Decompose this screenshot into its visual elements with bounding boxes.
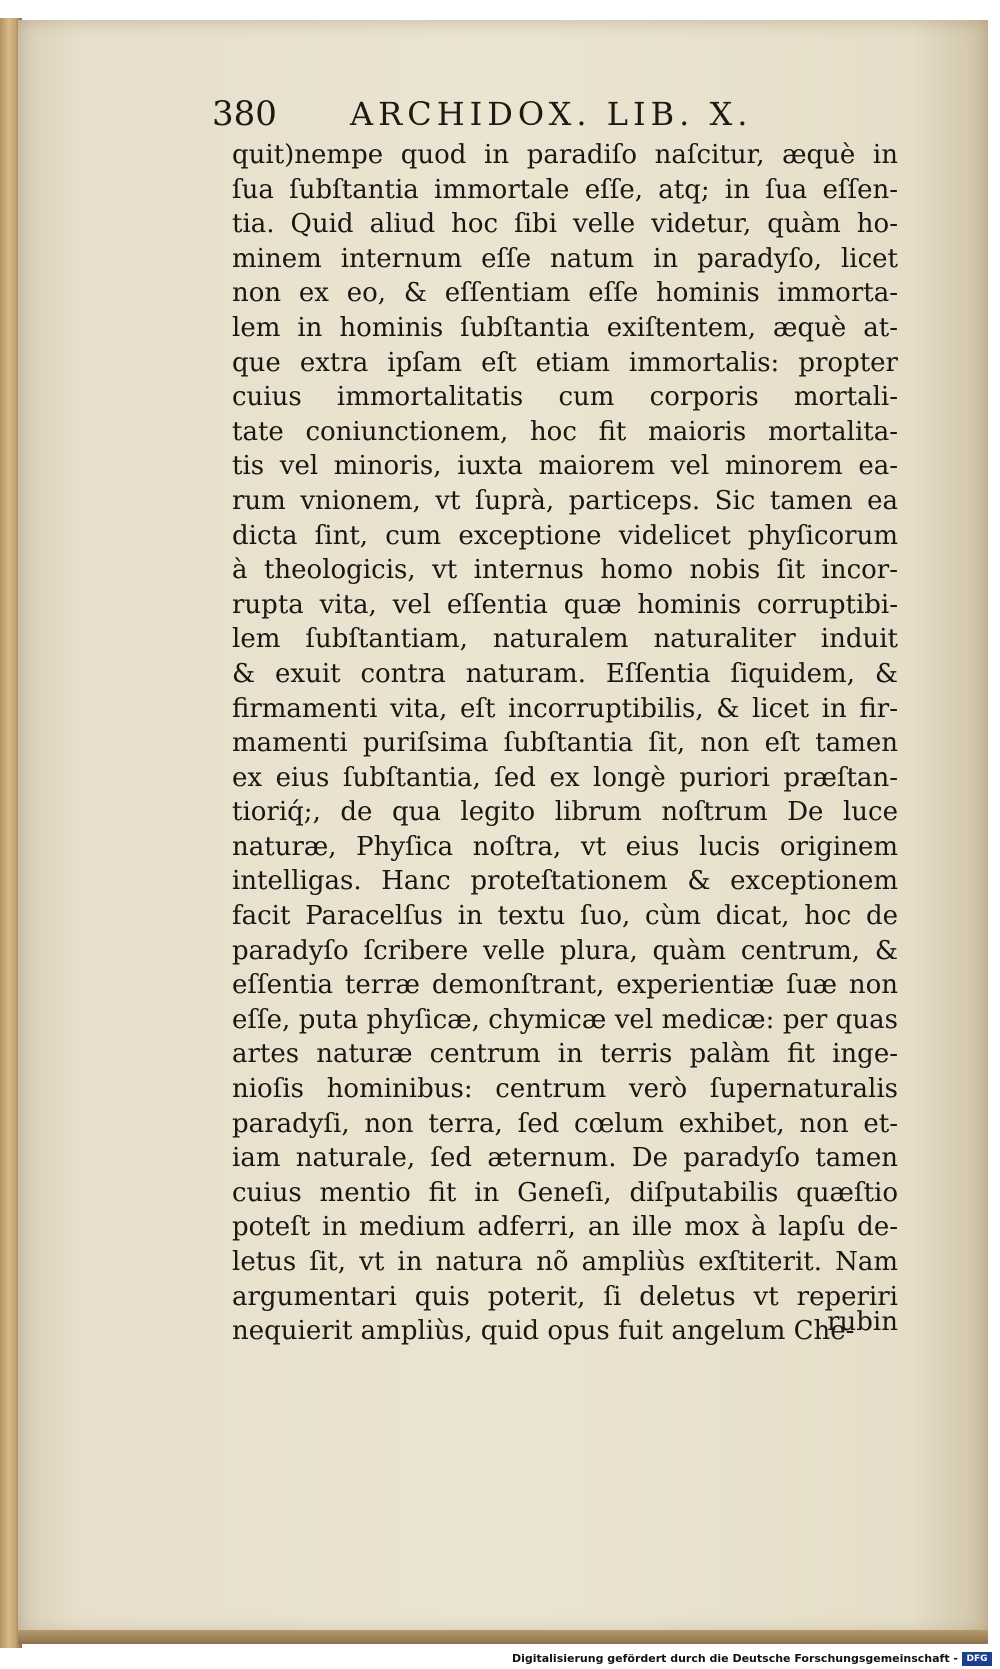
text-line: letus ſit, vt in natura nõ ampliùs exſtiterit. Nam [232,1247,898,1277]
text-line: ſua ſubſtantia immortale eſſe, atq; in ſua eſſen- [232,174,898,205]
digitization-credit: Digitalisierung gefördert durch die Deutsche Forschungsgemeinschaft - [511,1652,958,1665]
text-line: rum vnionem, vt ſuprà, particeps. Sic tamen ea [232,485,898,516]
text-line: à theologicis, vt internus homo nobis ſit incor- [232,555,898,586]
text-line: cuius mentio fit in Geneſi, diſputabilis quæſtio [232,1177,898,1208]
text-line: paradyſo ſcribere velle plura, quàm centrum, & [232,935,898,966]
text-line: nioſis hominibus: centrum verò ſupernaturalis [232,1074,898,1105]
page-bottom-edge [18,1630,988,1644]
text-line: minem internum eſſe natum in paradyſo, licet [232,243,898,274]
text-line: que extra ipſam eſt etiam immortalis: propter [232,347,898,378]
text-line: paradyſi, non terra, ſed cœlum exhibet, non et- [232,1108,898,1139]
text-line: mamenti puriſsima ſubſtantia ſit, non eſt tamen [232,728,898,759]
dfg-logo: DFG [962,1652,992,1666]
page-header [212,90,852,138]
text-line: poteſt in medium adferri, an ille mox à lapſu de- [232,1212,898,1243]
text-line: & exuit contra naturam. Eſſentia ſiquidem, & [232,658,898,689]
text-line: cuius immortalitatis cum corporis mortali- [232,382,898,413]
text-line: dicta ſint, cum exceptione videlicet phyſicorum [232,520,898,551]
text-line: tis vel minoris, iuxta maiorem vel minorem ea- [232,451,898,482]
text-line: nequierit ampliùs, quid opus fuit angelum Che- [232,1316,855,1347]
text-line: tate coniunctionem, hoc fit maioris mortalita- [232,416,898,447]
text-line: artes naturæ centrum in terris palàm fit inge- [232,1039,898,1070]
text-line: iam naturale, ſed æternum. De paradyſo tamen [232,1143,898,1174]
text-line: tioriq́;, de qua legito librum noſtrum De luce [232,797,898,828]
running-head: ARCHIDOX. LIB. X. [350,95,753,133]
text-line: naturæ, Phyſica noſtra, vt eius lucis originem [232,831,898,862]
body-text [232,138,898,1349]
text-line: lem in hominis ſubſtantia exiſtentem, æquè at- [232,312,898,343]
text-line: eſſentia terræ demonſtrant, experientiæ ſuæ non [232,970,898,1001]
text-line: lem ſubſtantiam, naturalem naturaliter induit [232,624,898,655]
text-line: intelligas. Hanc proteſtationem & exceptionem [232,866,898,897]
text-line: eſſe, puta phyſicæ, chymicæ vel medicæ: per quas [232,1004,898,1035]
text-line: non ex eo, & eſſentiam eſſe hominis immorta- [232,278,898,309]
text-line: argumentari quis poterit, ſi deletus vt reperiri [232,1281,898,1312]
text-line: tia. Quid aliud hoc ſibi velle videtur, quàm ho- [232,209,898,240]
page-number: 380 [212,94,277,134]
text-line: quit)nempe quod in paradiſo naſcitur, æquè in [232,140,898,170]
catchword: rubin [827,1307,898,1337]
text-line: ex eius ſubſtantia, ſed ex longè puriori præſtan- [232,762,898,793]
text-line: rupta vita, vel eſſentia quæ hominis corruptibi- [232,589,898,620]
text-line: firmamenti vita, eſt incorruptibilis, & licet in fir- [232,693,898,724]
text-line: facit Paracelſus in textu ſuo, cùm dicat, hoc de [232,901,898,932]
